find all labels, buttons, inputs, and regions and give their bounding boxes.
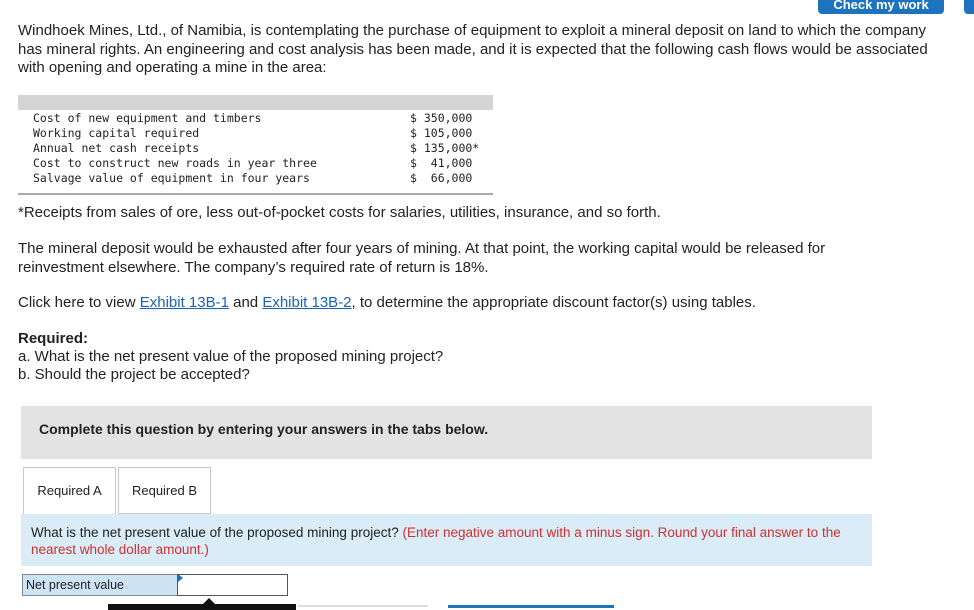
question-hint: (Enter negative amount with a minus sign. Round your final answer to the nearest whole dollar amount.) [31, 525, 841, 557]
cash-flow-label: Salvage value of equipment in four years [33, 171, 310, 185]
question-prompt: What is the net present value of the proposed mining project? [31, 525, 403, 540]
table-divider [18, 193, 493, 195]
cash-flow-label: Cost to construct new roads in year three [33, 156, 317, 170]
exhibit-13b-2-link[interactable]: Exhibit 13B-2 [262, 294, 352, 311]
npv-label: Net present value [22, 574, 178, 596]
npv-input[interactable] [177, 574, 288, 596]
cash-flow-value: $ 66,000 [410, 171, 473, 185]
exhibit-paragraph [18, 294, 953, 313]
exhibit-13b-1-link[interactable]: Exhibit 13B-1 [139, 294, 229, 311]
required-title: Required: [18, 330, 89, 347]
bottom-divider [298, 605, 428, 607]
intro-paragraph: Windhoek Mines, Ltd., of Namibia, is contemplating the purchase of equipment to exploit a mineral deposit on land to which the company has mineral rights. An engineering and cost analysis has been made, and it is expected that the following cash flows would be associated with opening and operating a mine in the area: [18, 22, 928, 76]
edge-button[interactable] [964, 0, 974, 14]
cash-flow-label: Cost of new equipment and timbers [33, 111, 262, 125]
cash-flow-value: $ 41,000 [410, 156, 473, 170]
instruction-text: Complete this question by entering your answers in the tabs below. [39, 421, 489, 437]
check-my-work-button[interactable]: Check my work [818, 0, 944, 14]
bottom-nav-bar[interactable] [108, 604, 296, 610]
tab-required-b[interactable]: Required B [118, 467, 211, 514]
exhibit-prefix: Click here to view [18, 294, 140, 311]
exhibit-middle: and [228, 294, 263, 311]
required-a: a. What is the net present value of the proposed mining project? [18, 348, 444, 365]
deposit-paragraph: The mineral deposit would be exhausted after four years of mining. At that point, the working capital would be released for reinvestment elsewhere. The company’s required rate of return is 18%. [18, 240, 826, 276]
tab-required-a[interactable]: Required A [23, 467, 116, 514]
cash-flow-label: Working capital required [33, 126, 200, 140]
required-b: b. Should the project be accepted? [18, 366, 250, 383]
cash-flow-value: $ 105,000 [410, 126, 473, 140]
cash-flow-value: $ 350,000 [410, 111, 473, 125]
input-marker-icon [178, 574, 183, 582]
cash-flow-label: Annual net cash receipts [33, 141, 200, 155]
cash-flow-value: $ 135,000* [410, 141, 480, 155]
cash-flow-table-header [18, 95, 493, 110]
exhibit-suffix: , to determine the appropriate discount factor(s) using tables. [351, 294, 756, 311]
footnote: *Receipts from sales of ore, less out-of-pocket costs for salaries, utilities, insurance, and so forth. [18, 204, 661, 221]
instruction-box [21, 406, 872, 459]
question-text [31, 525, 861, 558]
